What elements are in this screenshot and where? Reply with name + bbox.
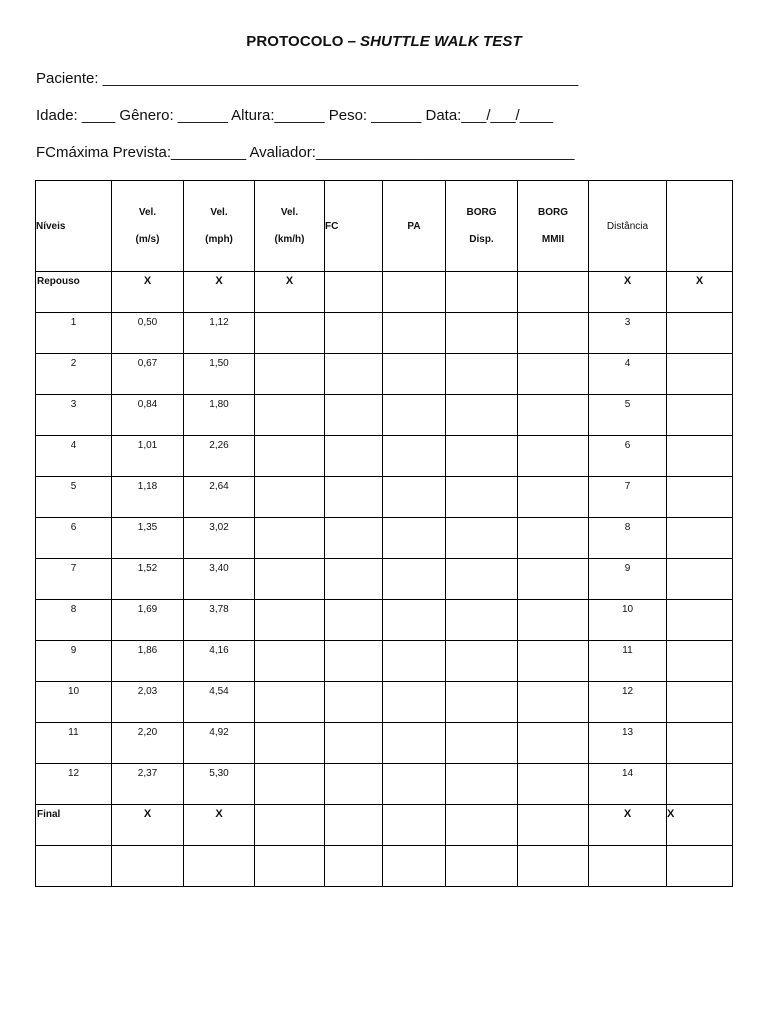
cell-level: 4 <box>70 440 77 451</box>
cell-level: 8 <box>70 604 77 615</box>
cell-level: 3 <box>70 399 77 410</box>
header-fc: FC <box>325 181 383 272</box>
cell-borg-disp[interactable] <box>446 805 518 846</box>
cell-vel-mph: 4,92 <box>209 727 229 738</box>
table-row-final <box>36 805 733 846</box>
cell-borg-disp[interactable] <box>446 600 518 641</box>
cell-vel-ms: 0,67 <box>137 358 158 369</box>
blank-cell[interactable] <box>589 846 667 887</box>
cell-vel-ms: 1,52 <box>137 563 158 574</box>
cell-borg-mmii[interactable] <box>518 313 589 354</box>
cell-vel-ms: 0,50 <box>137 317 158 328</box>
cell-extra[interactable] <box>667 313 733 354</box>
table-row <box>36 682 733 723</box>
cell-distancia: 3 <box>624 317 631 328</box>
cell-vel-ms: 2,03 <box>137 686 158 697</box>
cell-x: X <box>695 275 704 287</box>
cell-x: X <box>623 808 632 820</box>
table-row <box>36 395 733 436</box>
cell-vel-ms: 0,84 <box>137 399 158 410</box>
cell-level: 1 <box>70 317 77 328</box>
row-label: Final <box>37 809 61 820</box>
page-title <box>0 33 768 50</box>
cell-extra[interactable] <box>667 559 733 600</box>
cell-level: 2 <box>70 358 77 369</box>
table-row-repouso <box>36 272 733 313</box>
cell-fc[interactable] <box>325 682 383 723</box>
cell-fc[interactable] <box>325 641 383 682</box>
cell-borg-disp[interactable] <box>446 641 518 682</box>
cell-pa[interactable] <box>383 518 446 559</box>
cell-x: X <box>215 808 223 820</box>
cell-pa[interactable] <box>383 682 446 723</box>
table-row <box>36 764 733 805</box>
cell-borg-disp[interactable] <box>446 477 518 518</box>
cell-vel-mph: 3,02 <box>209 522 229 533</box>
blank-cell[interactable] <box>446 846 518 887</box>
cell-borg-mmii[interactable] <box>518 477 589 518</box>
cell-vel-mph: 3,40 <box>209 563 229 574</box>
cell-vel-mph: 4,16 <box>209 645 229 656</box>
header-extra <box>667 181 733 272</box>
cell-kmh[interactable] <box>255 764 325 805</box>
cell-borg-mmii[interactable] <box>518 682 589 723</box>
table-row <box>36 641 733 682</box>
cell-distancia: 11 <box>622 645 633 656</box>
cell-fc[interactable] <box>325 272 383 313</box>
blank-cell[interactable] <box>255 846 325 887</box>
cell-distancia: 8 <box>624 522 631 533</box>
cell-distancia: 13 <box>621 727 634 738</box>
cell-kmh[interactable] <box>255 641 325 682</box>
cell-x: X <box>623 275 632 287</box>
cell-vel-ms: 1,86 <box>137 645 158 656</box>
cell-fc[interactable] <box>325 313 383 354</box>
header-vel-kmh: Vel. (km/h) <box>255 181 325 272</box>
cell-borg-disp[interactable] <box>446 395 518 436</box>
cell-pa[interactable] <box>383 600 446 641</box>
cell-kmh[interactable] <box>255 518 325 559</box>
cell-fc[interactable] <box>325 805 383 846</box>
cell-borg-mmii[interactable] <box>518 395 589 436</box>
row-label: Repouso <box>37 276 80 287</box>
cell-vel-mph: 2,26 <box>209 440 229 451</box>
cell-vel-ms: 2,20 <box>137 727 158 738</box>
blank-cell[interactable] <box>184 846 255 887</box>
cell-fc[interactable] <box>325 764 383 805</box>
cell-level: 12 <box>67 768 80 779</box>
cell-distancia: 10 <box>621 604 634 615</box>
blank-cell[interactable] <box>36 846 112 887</box>
cell-extra[interactable] <box>667 764 733 805</box>
cell-level: 7 <box>70 563 77 574</box>
cell-borg-mmii[interactable] <box>518 764 589 805</box>
cell-vel-mph: 1,80 <box>209 399 229 410</box>
cell-extra[interactable] <box>667 436 733 477</box>
cell-borg-disp[interactable] <box>446 354 518 395</box>
cell-level: 5 <box>70 481 77 492</box>
cell-pa[interactable] <box>383 723 446 764</box>
cell-x: X <box>143 275 152 287</box>
blank-cell[interactable] <box>518 846 589 887</box>
cell-kmh[interactable] <box>255 600 325 641</box>
cell-vel-mph: 1,12 <box>209 317 229 328</box>
cell-borg-disp[interactable] <box>446 518 518 559</box>
cell-kmh[interactable] <box>255 805 325 846</box>
cell-fc[interactable] <box>325 559 383 600</box>
cell-distancia: 5 <box>624 399 631 410</box>
cell-x: X <box>143 808 152 820</box>
table-header-row <box>36 181 733 272</box>
table-row <box>36 477 733 518</box>
cell-distancia: 9 <box>624 563 631 574</box>
table-row <box>36 518 733 559</box>
title-dash: – <box>347 33 357 50</box>
cell-extra[interactable] <box>667 600 733 641</box>
cell-pa[interactable] <box>383 436 446 477</box>
cell-distancia: 6 <box>624 440 631 451</box>
cell-level: 6 <box>70 522 77 533</box>
table-row <box>36 723 733 764</box>
cell-vel-mph: 5,30 <box>209 768 229 779</box>
cell-pa[interactable] <box>383 354 446 395</box>
patient-field-line[interactable]: Paciente: _________________________________________________________ <box>36 70 579 87</box>
cell-x: X <box>667 808 675 820</box>
cell-extra[interactable] <box>667 518 733 559</box>
cell-kmh[interactable] <box>255 354 325 395</box>
table-row <box>36 600 733 641</box>
cell-vel-mph: 2,64 <box>209 481 229 492</box>
cell-borg-disp[interactable] <box>446 559 518 600</box>
cell-vel-mph: 4,54 <box>209 686 229 697</box>
cell-extra[interactable] <box>667 723 733 764</box>
cell-level: 11 <box>68 727 79 738</box>
cell-extra[interactable] <box>667 354 733 395</box>
header-niveis: Níveis <box>36 181 112 272</box>
cell-borg-mmii[interactable] <box>518 641 589 682</box>
cell-borg-mmii[interactable] <box>518 559 589 600</box>
table-row <box>36 313 733 354</box>
cell-distancia: 12 <box>621 686 634 697</box>
cell-fc[interactable] <box>325 518 383 559</box>
cell-vel-mph: 3,78 <box>209 604 229 615</box>
cell-borg-disp[interactable] <box>446 723 518 764</box>
cell-borg-mmii[interactable] <box>518 354 589 395</box>
cell-kmh[interactable] <box>255 682 325 723</box>
cell-distancia: 7 <box>624 481 631 492</box>
cell-fc[interactable] <box>325 600 383 641</box>
cell-vel-ms: 1,69 <box>137 604 158 615</box>
table-row <box>36 354 733 395</box>
cell-kmh[interactable] <box>255 559 325 600</box>
cell-borg-mmii[interactable] <box>518 600 589 641</box>
cell-borg-disp[interactable] <box>446 313 518 354</box>
table-row <box>36 436 733 477</box>
fc-evaluator-field-line[interactable]: FCmáxima Prevista:_________ Avaliador:_______________________________ <box>36 144 575 161</box>
cell-pa[interactable] <box>383 395 446 436</box>
cell-pa[interactable] <box>383 805 446 846</box>
cell-pa[interactable] <box>383 764 446 805</box>
cell-borg-mmii[interactable] <box>518 518 589 559</box>
blank-cell[interactable] <box>325 846 383 887</box>
header-borg-mmii: BORG MMII <box>518 181 589 272</box>
cell-pa[interactable] <box>383 641 446 682</box>
header-distancia: Distância <box>589 181 667 272</box>
cell-distancia: 4 <box>624 358 631 369</box>
cell-kmh[interactable] <box>255 723 325 764</box>
cell-borg-disp[interactable] <box>446 682 518 723</box>
cell-borg-disp[interactable] <box>446 764 518 805</box>
title-main: PROTOCOLO <box>246 33 344 50</box>
cell-kmh[interactable] <box>255 477 325 518</box>
header-pa: PA <box>383 181 446 272</box>
cell-pa[interactable] <box>383 272 446 313</box>
cell-kmh[interactable] <box>255 395 325 436</box>
cell-fc[interactable] <box>325 723 383 764</box>
cell-fc[interactable] <box>325 477 383 518</box>
cell-borg-disp[interactable] <box>446 436 518 477</box>
cell-vel-ms: 1,01 <box>137 440 158 451</box>
cell-pa[interactable] <box>383 313 446 354</box>
cell-extra[interactable] <box>667 641 733 682</box>
header-vel-mph: Vel. (mph) <box>184 181 255 272</box>
cell-x: X <box>285 275 294 287</box>
cell-distancia: 14 <box>621 768 634 779</box>
blank-cell[interactable] <box>383 846 446 887</box>
cell-borg-mmii[interactable] <box>518 723 589 764</box>
header-borg-disp: BORG Disp. <box>446 181 518 272</box>
cell-borg-mmii[interactable] <box>518 436 589 477</box>
table-row-blank <box>36 846 733 887</box>
cell-extra[interactable] <box>667 682 733 723</box>
cell-borg-mmii[interactable] <box>518 272 589 313</box>
blank-cell[interactable] <box>667 846 733 887</box>
cell-x: X <box>215 275 223 287</box>
cell-level: 9 <box>70 645 77 656</box>
demographics-field-line[interactable]: Idade: ____ Gênero: ______ Altura:______ Peso: ______ Data:___/___/____ <box>36 107 554 124</box>
cell-vel-ms: 1,18 <box>137 481 158 492</box>
cell-extra[interactable] <box>667 477 733 518</box>
cell-pa[interactable] <box>383 559 446 600</box>
cell-borg-mmii[interactable] <box>518 805 589 846</box>
cell-vel-ms: 2,37 <box>137 768 158 779</box>
title-italic: SHUTTLE WALK TEST <box>360 33 522 50</box>
cell-vel-ms: 1,35 <box>137 522 158 533</box>
cell-vel-mph: 1,50 <box>209 358 229 369</box>
cell-fc[interactable] <box>325 436 383 477</box>
cell-fc[interactable] <box>325 395 383 436</box>
cell-kmh[interactable] <box>255 313 325 354</box>
protocol-table <box>35 180 733 887</box>
cell-borg-disp[interactable] <box>446 272 518 313</box>
header-vel-ms: Vel. (m/s) <box>112 181 184 272</box>
cell-extra[interactable] <box>667 395 733 436</box>
cell-kmh[interactable] <box>255 436 325 477</box>
cell-fc[interactable] <box>325 354 383 395</box>
blank-cell[interactable] <box>112 846 184 887</box>
cell-pa[interactable] <box>383 477 446 518</box>
table-row <box>36 559 733 600</box>
cell-level: 10 <box>67 686 80 697</box>
